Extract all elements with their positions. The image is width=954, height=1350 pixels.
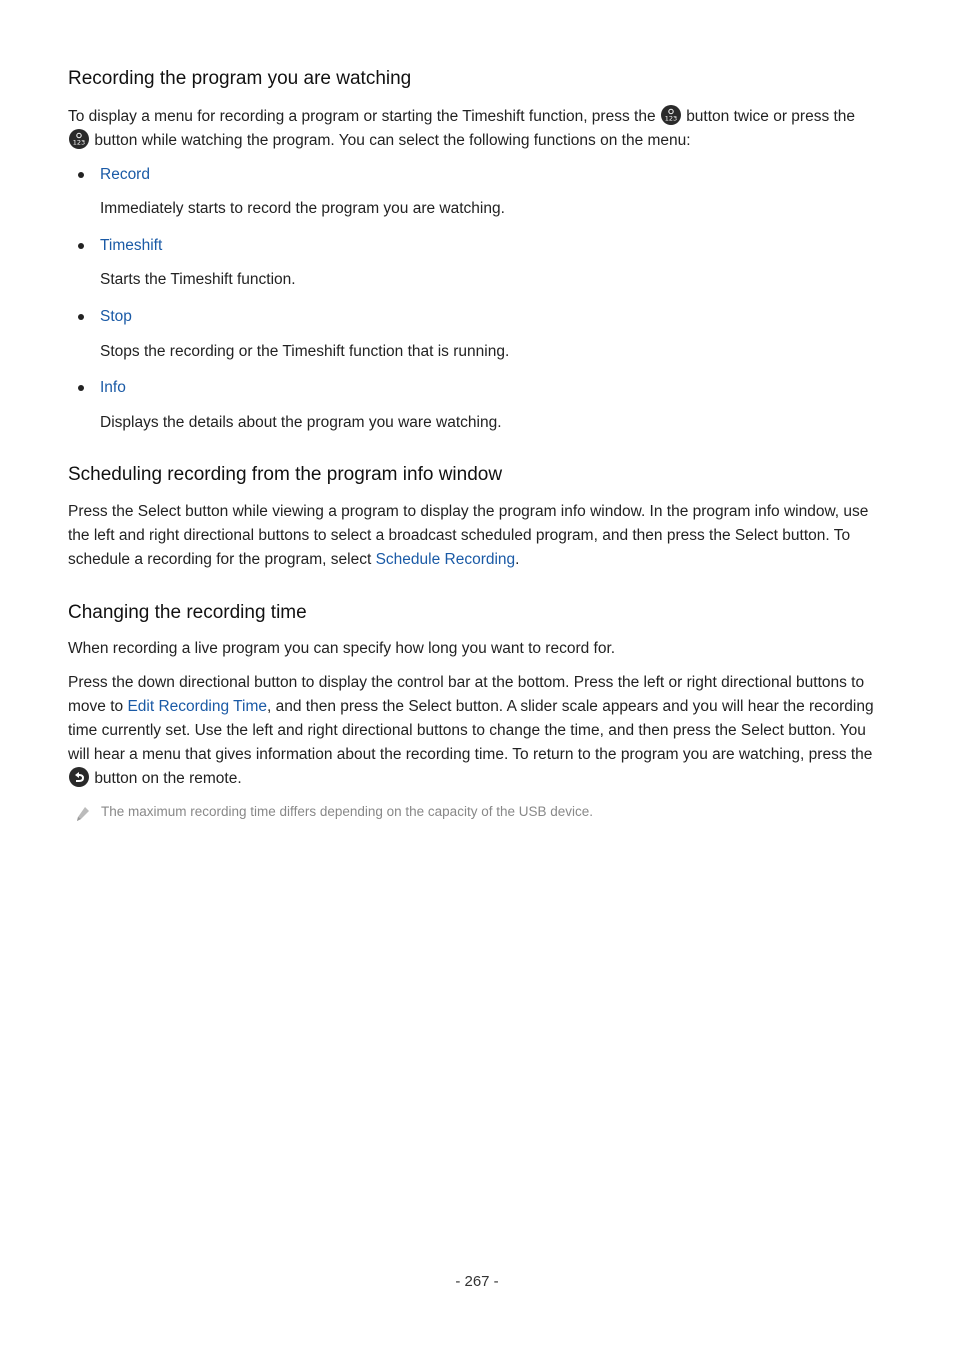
- bullet-icon: [78, 243, 84, 249]
- svg-text:123: 123: [72, 138, 86, 147]
- pencil-icon: [76, 806, 90, 825]
- page-number: - 267 -: [455, 1273, 499, 1290]
- return-button-icon: [69, 767, 89, 787]
- note-text: The maximum recording time differs depending on the capacity of the USB device.: [101, 804, 594, 819]
- bullet-icon: [78, 314, 84, 320]
- changing-time-paragraph: Press the down directional button to display the control bar at the bottom. Press the left or right directional buttons to move to Edit Recording Time, and then press the Select button. A slider scale appears and you will hear the recording time currently set. Use the left and right directional buttons to change the time, and then press the Select button. You will hear a menu that gives information about the recording time. To return to the program you are watching, press the button on the remote.: [68, 674, 874, 787]
- item-description: Stops the recording or the Timeshift function that is running.: [100, 343, 510, 360]
- section-heading-changing-time: Changing the recording time: [68, 602, 307, 623]
- schedule-recording-link[interactable]: Schedule Recording: [375, 551, 516, 568]
- menu-item-record[interactable]: Record: [100, 166, 150, 183]
- svg-text:123: 123: [664, 114, 678, 123]
- section-heading-recording: Recording the program you are watching: [68, 68, 412, 89]
- bullet-icon: [78, 172, 84, 178]
- number-button-icon: [69, 129, 89, 149]
- menu-item-timeshift[interactable]: Timeshift: [100, 237, 163, 254]
- number-button-icon: [661, 105, 681, 125]
- menu-item-info[interactable]: Info: [100, 379, 126, 396]
- menu-item-stop[interactable]: Stop: [100, 308, 132, 325]
- item-description: Displays the details about the program you ware watching.: [100, 414, 502, 431]
- item-description: Immediately starts to record the program you are watching.: [100, 200, 505, 217]
- section-heading-scheduling: Scheduling recording from the program info window: [68, 464, 503, 485]
- item-description: Starts the Timeshift function.: [100, 271, 296, 288]
- bullet-icon: [78, 385, 84, 391]
- section-intro-paragraph: To display a menu for recording a program or starting the Timeshift function, press the 123 button twice or press the 123 button while watching the program. You can select the following functions on the menu:: [68, 105, 888, 153]
- edit-recording-time-link[interactable]: Edit Recording Time: [127, 698, 268, 715]
- scheduling-paragraph: Press the Select button while viewing a program to display the program info window. In the program info window, use the left and right directional buttons to select a broadcast scheduled program, and then press the Select button. To schedule a recording for the program, select Schedule Recording.: [68, 503, 869, 568]
- changing-time-intro: When recording a live program you can specify how long you want to record for.: [68, 640, 616, 657]
